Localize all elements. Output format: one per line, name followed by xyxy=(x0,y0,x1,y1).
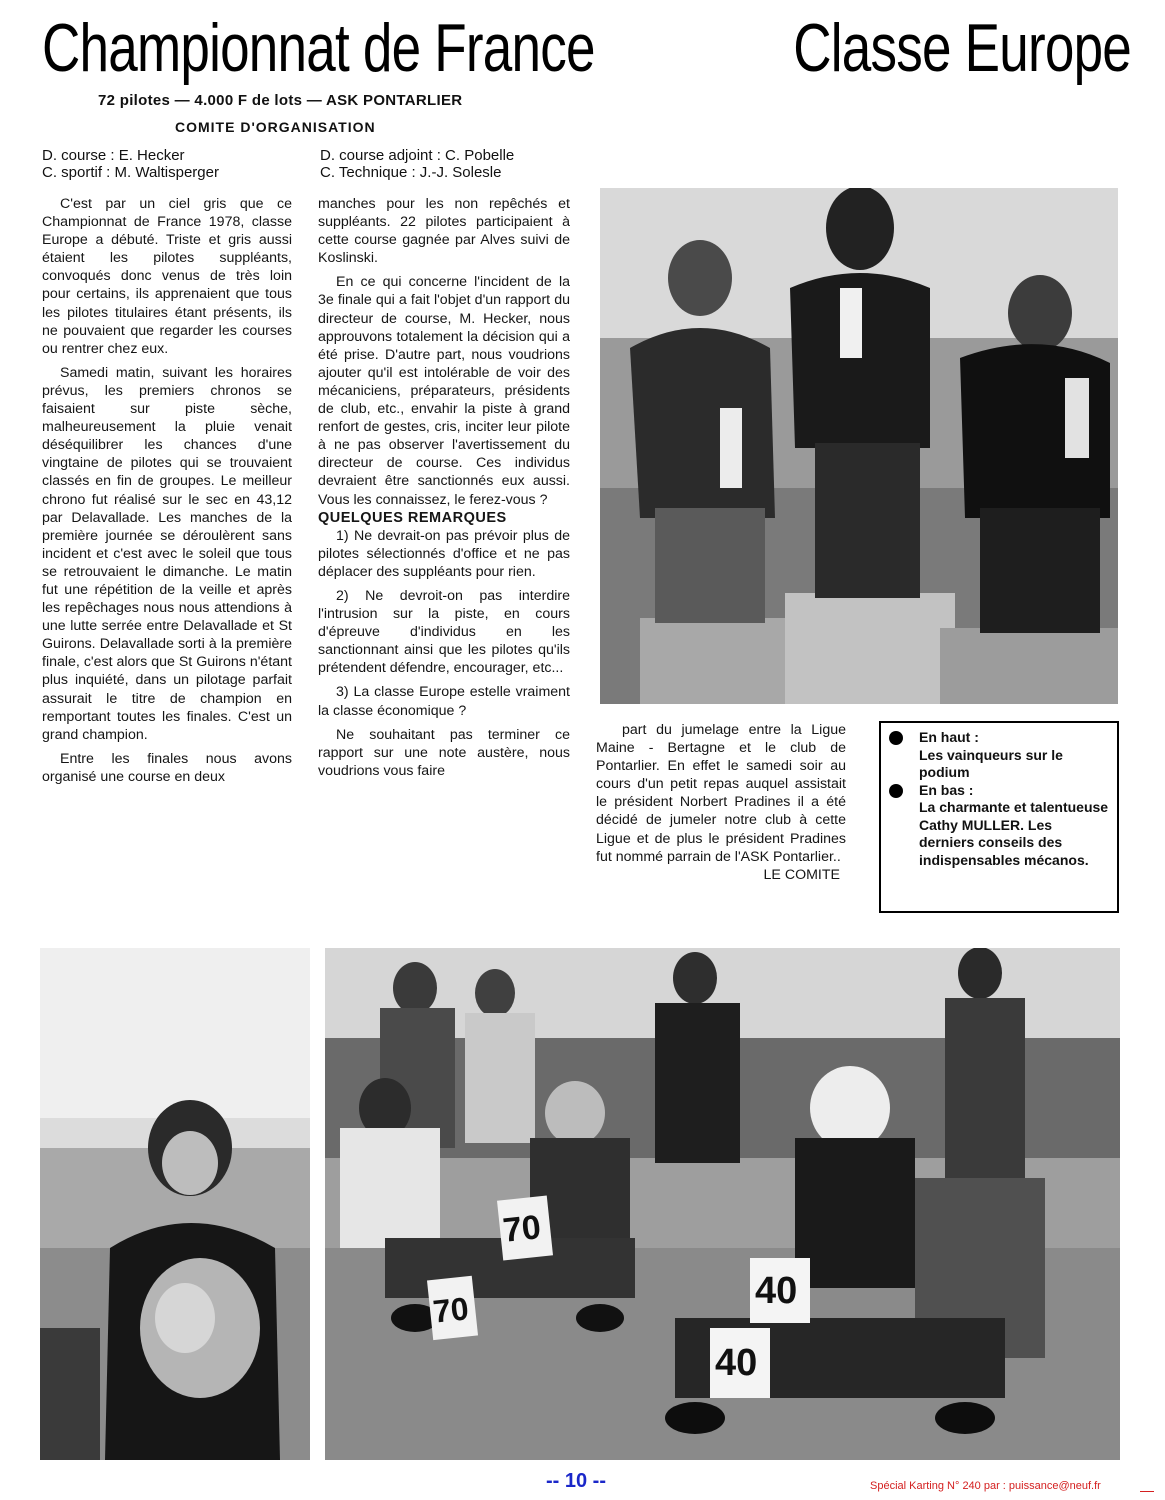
article-column-3 xyxy=(596,721,846,921)
caption-label: En bas : xyxy=(919,781,974,798)
photo-caption-box xyxy=(879,721,1119,913)
caption-text: La charmante et talentueuse Cathy MULLER. Les derniers conseils des indispensables mécanos. xyxy=(919,799,1109,868)
staff-director: D. course : E. Hecker xyxy=(42,147,185,164)
kart-number: 70 xyxy=(501,1208,543,1250)
signature: LE COMITE xyxy=(763,866,840,883)
paragraph: Ne souhaitant pas terminer ce rapport sur une note austère, nous voudrions vous faire xyxy=(318,726,570,779)
paragraph: C'est par un ciel gris que ce Championnat de France 1978, classe Europe a débuté. Triste et gris aussi étaient les pilotes suppléants, convoqués donc venus de très loin pour certains, ils apprenaient que tous les pilotes titulaires étant présents, ils ne pouvaient que regarder les courses ou rentrer chez eux. xyxy=(42,196,292,357)
podium-photo xyxy=(600,188,1118,704)
bullet-icon xyxy=(889,731,903,745)
kart-number: 40 xyxy=(755,1270,798,1312)
paragraph: Samedi matin, suivant les horaires prévus, les premiers chronos se faisaient sur piste sèche, malheureusement la pluie venait déséquilibrer les chances d'une vingtaine de pilotes qui se trouvaient classés en fin de groupes. Le meilleur chrono fut réalisé sur le sec en 43,12 par Delavallade. Les manches de la première journée se déroulèrent sans incident et c'est avec le soleil que tous se retrouvaient le dimanche. Le matin fut une répétition de la veille et après les repêchages nous nous attendions à une lutte serrée entre Delavallade et St Guirons. Delavallade sorti à la première finale, c'est alors que St Guirons n'étant plus inquiété, dans un pilotage parfait assurait le titre de champion en remportant toutes les finales. C'est un grand champion. xyxy=(42,364,292,743)
footer-credit: Spécial Karting N° 240 par : puissance@neuf.fr xyxy=(870,1480,1101,1492)
paragraph: part du jumelage entre la Ligue Maine - Bertagne et le club de Pontarlier. En effet le samedi soir au cours d'un petit repas auquel assistait le président Norbert Pradines il a été décidé de jumeler notre club à cette Ligue et de plus le président Pradines fut nommé parrain de l'ASK Pontarlier.. xyxy=(596,722,846,865)
paragraph: En ce qui concerne l'incident de la 3e finale qui a fait l'objet d'un rapport du directeur de course, M. Hecker, nous approuvons totalement la décision qui a été prise. D'autre part, nous voudrions ajouter qu'il est intolérable de voir des mécaniciens, préparateurs, présidents de club, etc., envahir la piste à grand renfort de gestes, cris, inciter leur pilote à ne pas observer l'avertissement du directeur de course. Ces individus devraient être sanctionnés eux aussi. Vous les connaissez, le ferez-vous ? xyxy=(318,274,570,508)
committee-heading: COMITE D'ORGANISATION xyxy=(175,119,376,135)
article-column-2 xyxy=(318,195,570,920)
kart-number: 70 xyxy=(431,1290,471,1330)
subtitle: 72 pilotes — 4.000 F de lots — ASK PONTARLIER xyxy=(98,92,463,109)
kart-number: 40 xyxy=(715,1342,758,1384)
staff-deputy: D. course adjoint : C. Pobelle xyxy=(320,147,515,164)
paragraph: 3) La classe Europe estelle vraiment la classe économique ? xyxy=(318,684,570,719)
paragraph: 1) Ne devrait-on pas prévoir plus de pilotes sélectionnés d'office et ne pas déplacer des suppléants pour rien. xyxy=(318,527,570,580)
paragraph: manches pour les non repêchés et suppléants. 22 pilotes participaient à cette course gagnée par Alves suivi de Koslinski. xyxy=(318,196,570,267)
remarks-heading: QUELQUES REMARQUES xyxy=(318,509,507,526)
paragraph: Entre les finales nous avons organisé une course en deux xyxy=(42,750,292,785)
staff-sport: C. sportif : M. Waltisperger xyxy=(42,164,219,181)
page-number: -- 10 -- xyxy=(546,1470,606,1492)
page-title: Championnat de France xyxy=(42,10,595,86)
page-title-right: Classe Europe xyxy=(793,10,1131,86)
karts-photo xyxy=(325,948,1120,1460)
caption-item-bottom xyxy=(889,782,1109,870)
caption-text: Les vainqueurs sur le podium xyxy=(919,746,1063,780)
caption-label: En haut : xyxy=(919,729,979,745)
paragraph: 2) Ne devroit-on pas interdire l'intrusion sur la piste, en cours d'épreuve d'individus en les sanctionnant ainsi que les pilotes qu'ils prétendent défendre, encourager, etc... xyxy=(318,587,570,677)
muller-photo xyxy=(40,948,310,1460)
footer-rule xyxy=(1140,1491,1154,1492)
article-column-1 xyxy=(42,195,292,920)
bullet-icon xyxy=(889,784,903,798)
staff-technical: C. Technique : J.-J. Solesle xyxy=(320,164,502,181)
caption-item-top xyxy=(889,729,1109,782)
